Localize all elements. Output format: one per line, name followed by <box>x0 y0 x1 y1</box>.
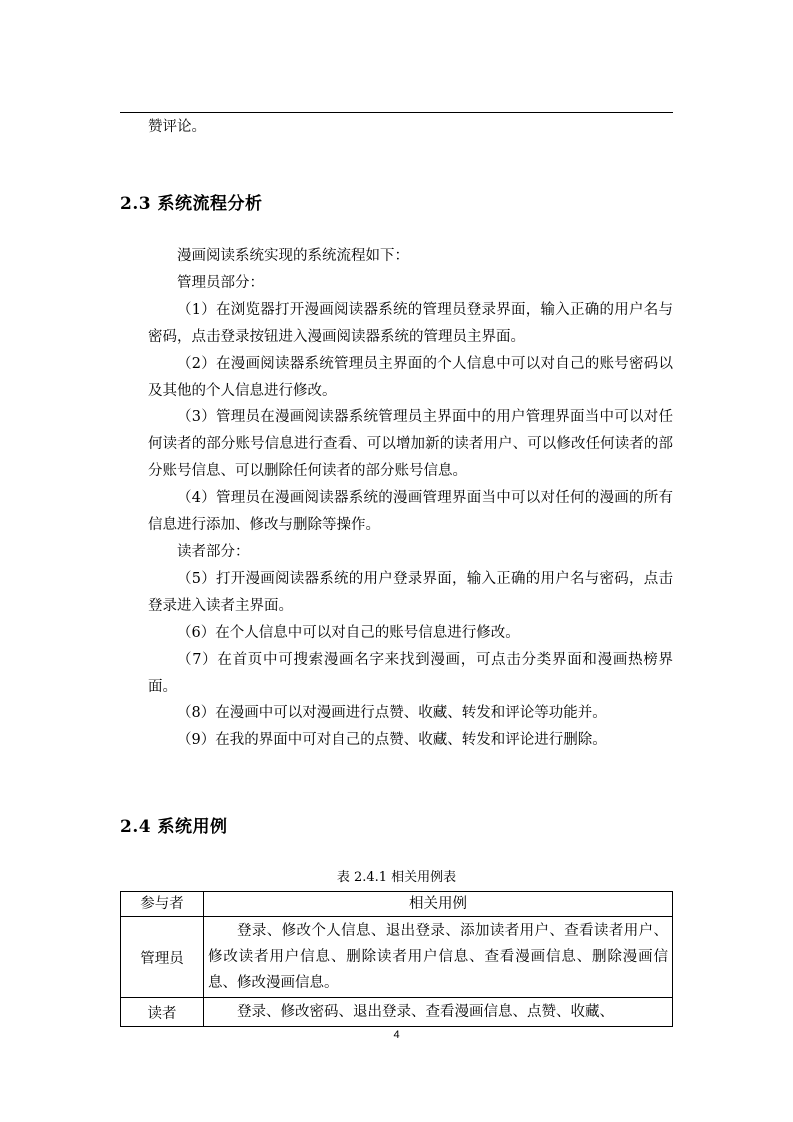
header-rule <box>120 112 673 113</box>
paragraph: （6）在个人信息中可以对自己的账号信息进行修改。 <box>177 624 520 641</box>
use-case-table <box>120 891 673 1027</box>
paragraph: 漫画阅读系统实现的系统流程如下： <box>177 248 409 264</box>
flow-analysis-body <box>148 243 673 754</box>
table-row <box>121 998 673 1027</box>
continuation-text: 赞评论。 <box>148 119 206 135</box>
page-number: 4 <box>393 1029 400 1041</box>
section-heading-2-4: 2.4 系统用例 <box>120 817 228 837</box>
use-cases-cell: 登录、修改个人信息、退出登录、添加读者用户、查看读者用户、修改读者用户信息、删除读者用户信息、查看漫画信息、删除漫画信息、修改漫画信息。 <box>204 917 673 998</box>
table-caption: 表 2.4.1 相关用例表 <box>336 870 457 885</box>
paragraph: （7）在首页中可搜索漫画名字来找到漫画，可点击分类界面和漫画热榜界面。 <box>148 651 673 695</box>
actor-cell: 管理员 <box>121 917 204 998</box>
column-header-actor: 参与者 <box>121 892 204 917</box>
column-header-use-cases: 相关用例 <box>204 892 673 917</box>
paragraph: （5）打开漫画阅读器系统的用户登录界面，输入正确的用户名与密码，点击登录进入读者主界面。 <box>148 570 673 614</box>
use-cases-cell: 登录、修改密码、退出登录、查看漫画信息、点赞、收藏、 <box>204 998 673 1027</box>
paragraph: （9）在我的界面中可对自己的点赞、收藏、转发和评论进行删除。 <box>177 732 607 749</box>
paragraph: （4）管理员在漫画阅读器系统的漫画管理界面当中可以对任何的漫画的所有信息进行添加、修改与删除等操作。 <box>148 490 673 534</box>
table-header-row <box>121 892 673 917</box>
table-row <box>121 917 673 998</box>
actor-cell: 读者 <box>121 998 204 1027</box>
paragraph: （1）在浏览器打开漫画阅读器系统的管理员登录界面，输入正确的用户名与密码，点击登录按钮进入漫画阅读器系统的管理员主界面。 <box>148 301 673 345</box>
paragraph: （3）管理员在漫画阅读器系统管理员主界面中的用户管理界面当中可以对任何读者的部分账号信息进行查看、可以增加新的读者用户、可以修改任何读者的部分账号信息、可以删除任何读者的部分账号信息。 <box>148 409 673 480</box>
paragraph: （8）在漫画中可以对漫画进行点赞、收藏、转发和评论等功能并。 <box>177 705 607 722</box>
section-heading-2-3: 2.3 系统流程分析 <box>120 194 263 214</box>
paragraph: （2）在漫画阅读器系统管理员主界面的个人信息中可以对自己的账号密码以及其他的个人信息进行修改。 <box>148 355 673 399</box>
paragraph: 管理员部分： <box>177 274 264 291</box>
paragraph: 读者部分： <box>177 543 250 560</box>
